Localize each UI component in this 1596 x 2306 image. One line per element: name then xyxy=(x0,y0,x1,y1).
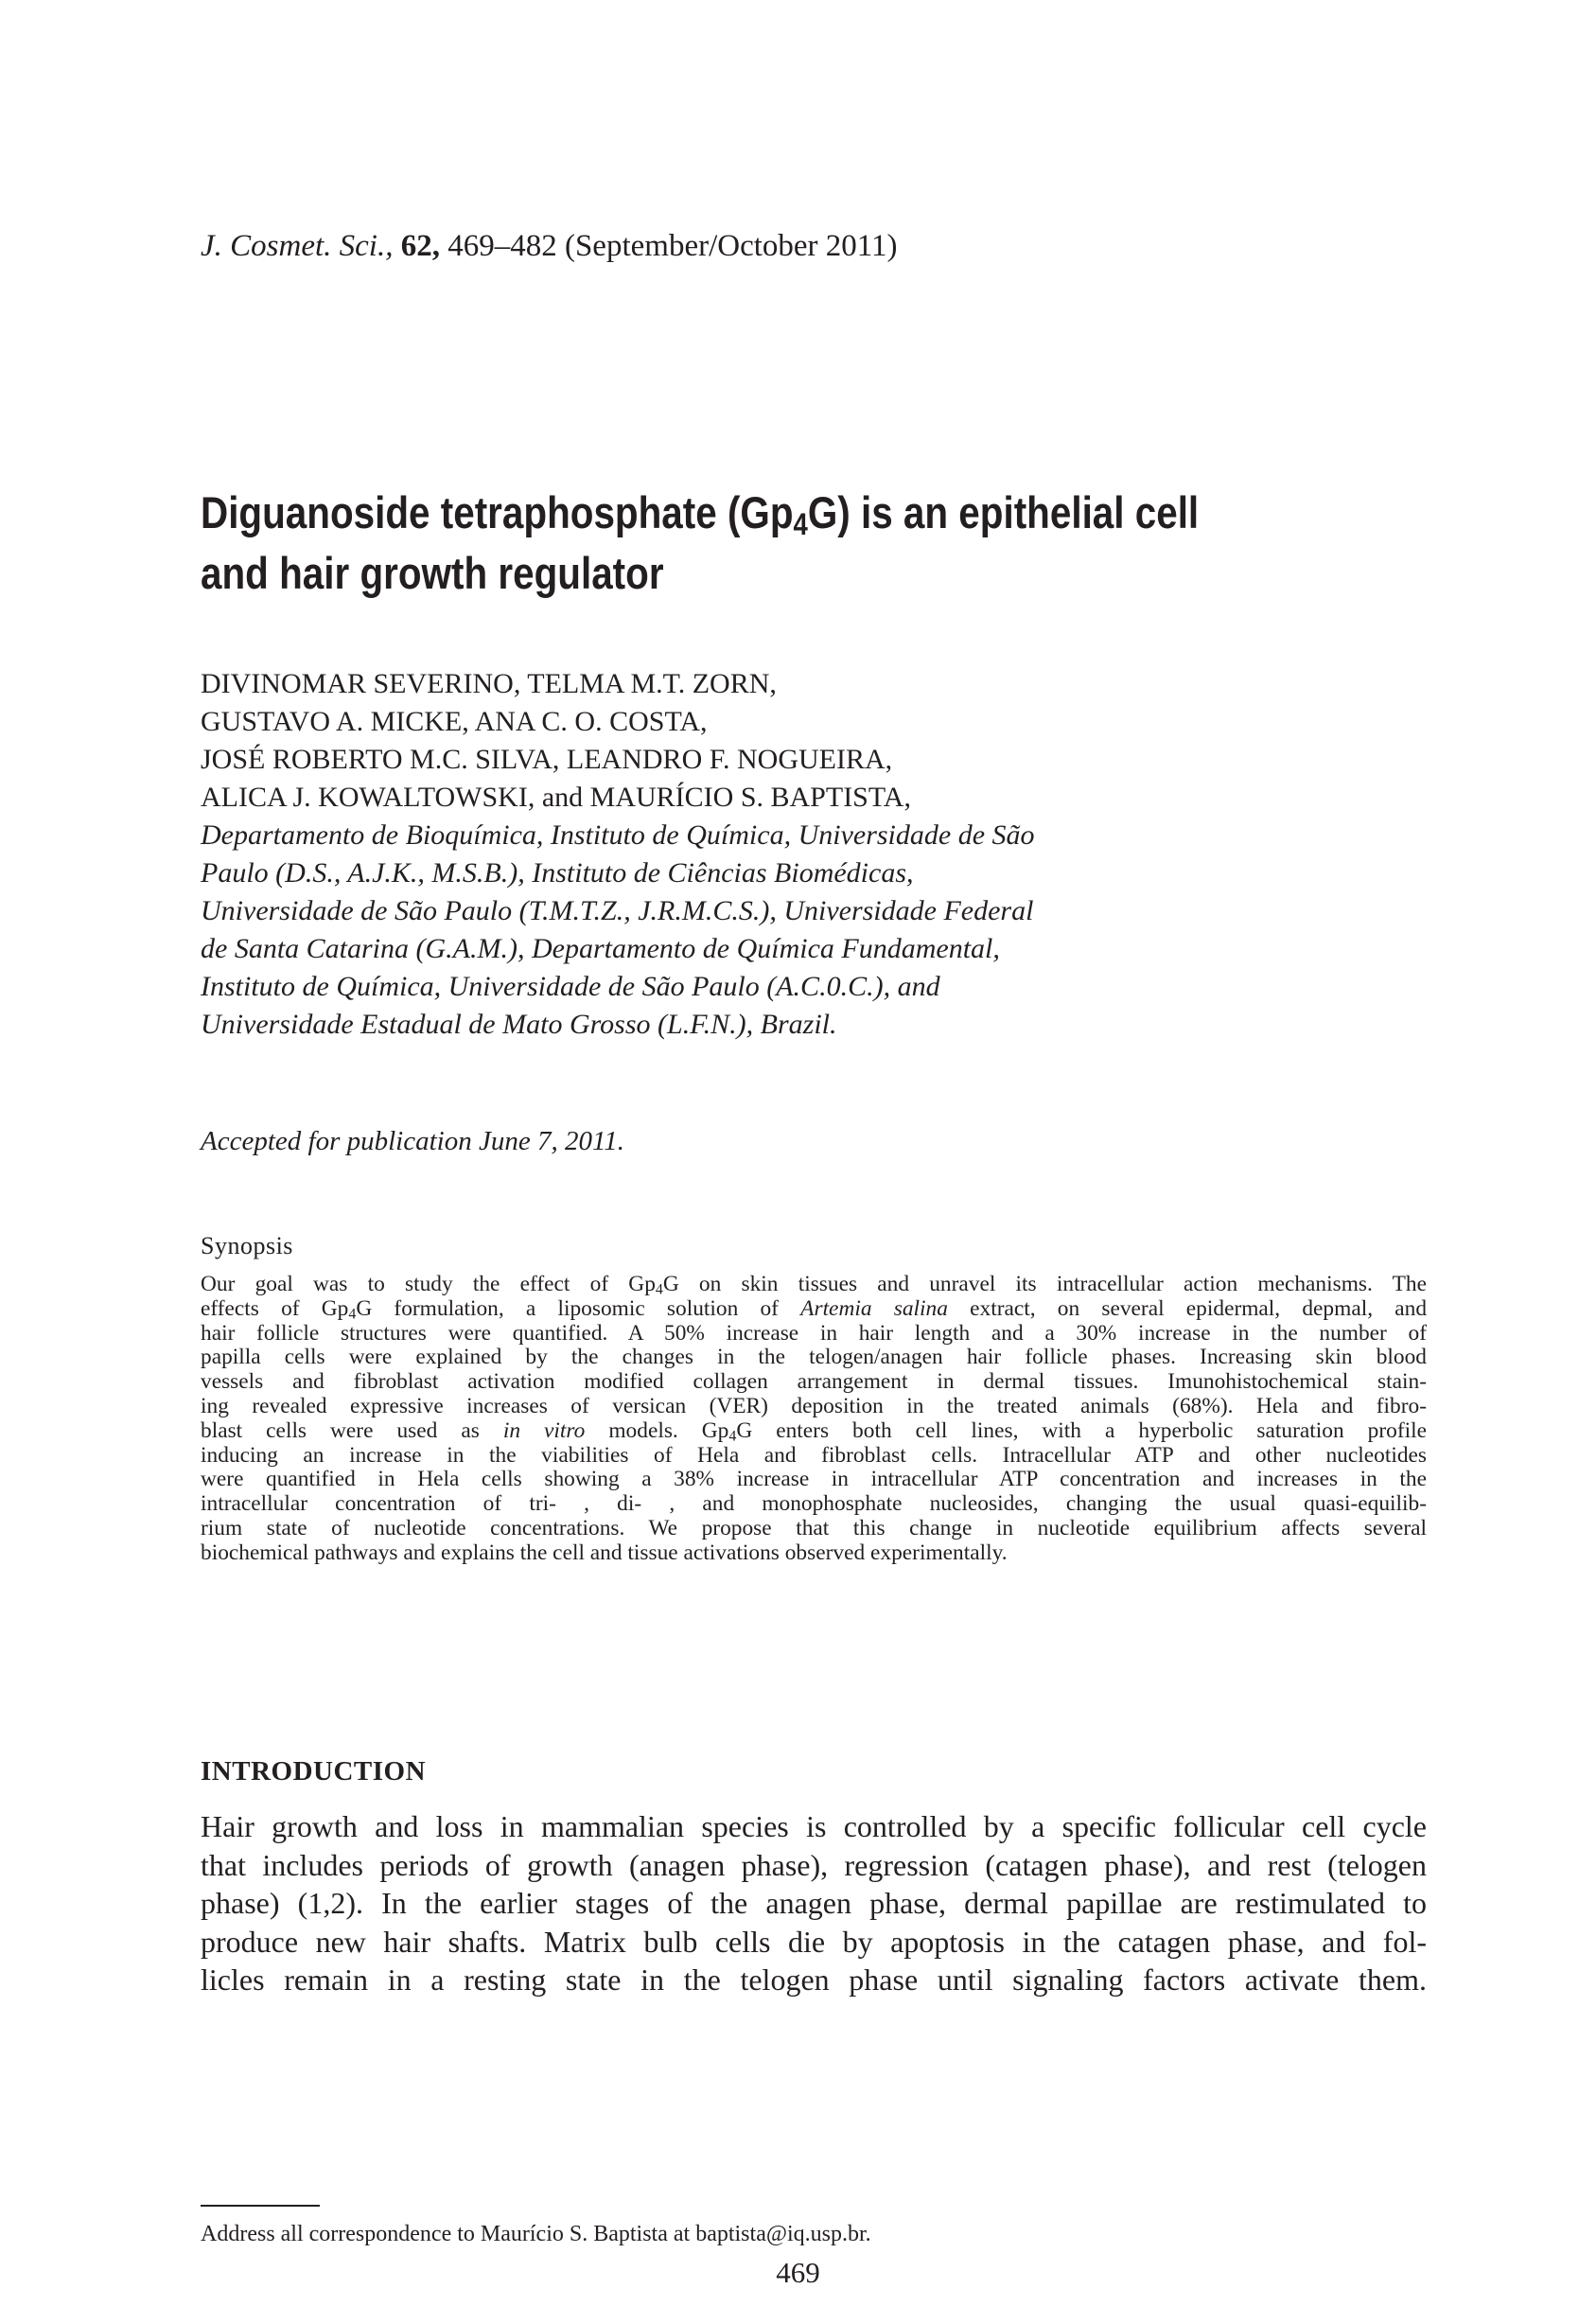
affiliation-line: Universidade Estadual de Mato Grosso (L.F.N.), Brazil. xyxy=(201,1009,837,1040)
introduction-line: phase) (1,2). In the earlier stages of the anagen phase, dermal papillae are restimulated to xyxy=(201,1886,1427,1920)
synopsis-line: intracellular concentration of tri- , di- , and monophosphate nucleosides, changing the usual quasi-equilib- xyxy=(201,1491,1427,1517)
journal-name: J. Cosmet. Sci., xyxy=(201,229,394,263)
synopsis-line: effects of $Gp_4G$ formulation, a liposomic solution of Artemia salina extract, on several epidermal, depmal, and xyxy=(201,1295,1428,1323)
synopsis-line: hair follicle structures were quantified. A 50% increase in hair length and a 30% increase in the number of xyxy=(201,1320,1427,1346)
page-number: 469 xyxy=(776,2256,820,2289)
journal-citation xyxy=(201,227,898,265)
introduction-line: that includes periods of growth (anagen phase), regression (catagen phase), and rest (telogen xyxy=(201,1847,1427,1882)
synopsis-line: blast cells were used as in vitro models. $Gp_4G$ enters both cell lines, with a hyperbolic saturation profile xyxy=(201,1417,1427,1445)
author-line: GUSTAVO A. MICKE, ANA C. O. COSTA, xyxy=(201,706,708,737)
author-line: JOSÉ ROBERTO M.C. SILVA, LEANDRO F. NOGUEIRA, xyxy=(201,744,893,775)
affiliation-line: de Santa Catarina (G.A.M.), Departamento de Química Fundamental, xyxy=(201,933,1000,964)
affiliation-line: Paulo (D.S., A.J.K., M.S.B.), Instituto de Ciências Biomédicas, xyxy=(201,857,914,889)
journal-pages-date: 469–482 (September/October 2011) xyxy=(447,229,898,263)
introduction-heading: INTRODUCTION xyxy=(201,1756,427,1787)
accepted-date: Accepted for publication June 7, 2011. xyxy=(201,1126,625,1156)
introduction-line: Hair growth and loss in mammalian species is controlled by a specific follicular cell cycle xyxy=(201,1809,1427,1843)
introduction-text xyxy=(201,1807,1427,1999)
synopsis-text xyxy=(201,1273,1427,1566)
journal-volume: 62, xyxy=(400,229,440,263)
author-line: DIVINOMAR SEVERINO, TELMA M.T. ZORN, xyxy=(201,668,777,699)
synopsis-line: Our goal was to study the effect of $Gp_4G$ on skin tissues and unravel its intracellular action mechanisms. The xyxy=(201,1272,1427,1298)
author-block xyxy=(201,665,1241,1044)
footnote-divider xyxy=(201,2205,320,2207)
author-line: ALICA J. KOWALTOWSKI, and MAURÍCIO S. BAPTISTA, xyxy=(201,782,911,813)
title-line-2: and hair growth regulator xyxy=(201,548,664,598)
synopsis-line: vessels and fibroblast activation modified collagen arrangement in dermal tissues. Imunohistochemical stain- xyxy=(201,1369,1427,1395)
introduction-line: produce new hair shafts. Matrix bulb cells die by apoptosis in the catagen phase, and fol- xyxy=(201,1924,1427,1959)
synopsis-line: rium state of nucleotide concentrations. We propose that this change in nucleotide equilibrium affects several xyxy=(201,1515,1427,1540)
synopsis-line: papilla cells were explained by the changes in the telogen/anagen hair follicle phases. Increasing skin blood xyxy=(201,1345,1427,1370)
affiliation-line: Departamento de Bioquímica, Instituto de Química, Universidade de São xyxy=(201,819,1035,851)
article-title xyxy=(201,483,1258,604)
introduction-line: licles remain in a resting state in the telogen phase until signaling factors activate them. xyxy=(201,1963,1427,1997)
title-line-1: Diguanoside tetraphosphate $(Gp_4G)$ is an epithelial cell xyxy=(201,487,1200,542)
synopsis-line: ing revealed expressive increases of versican (VER) deposition in the treated animals (68%). Hela and fibro- xyxy=(201,1393,1427,1418)
synopsis-line: were quantified in Hela cells showing a 38% increase in intracellular ATP concentration and increases in the xyxy=(201,1467,1427,1492)
correspondence-footnote: Address all correspondence to Maurício S. Baptista at baptista@iq.usp.br. xyxy=(201,2222,871,2246)
affiliation-line: Instituto de Química, Universidade de São Paulo (A.C.0.C.), and xyxy=(201,971,940,1002)
synopsis-line: inducing an increase in the viabilities of Hela and fibroblast cells. Intracellular ATP and other nucleotides xyxy=(201,1442,1427,1468)
synopsis-heading: Synopsis xyxy=(201,1232,293,1259)
affiliation-line: Universidade de São Paulo (T.M.T.Z., J.R.M.C.S.), Universidade Federal xyxy=(201,895,1034,926)
synopsis-line: biochemical pathways and explains the cell and tissue activations observed experimentally. xyxy=(201,1540,1008,1565)
